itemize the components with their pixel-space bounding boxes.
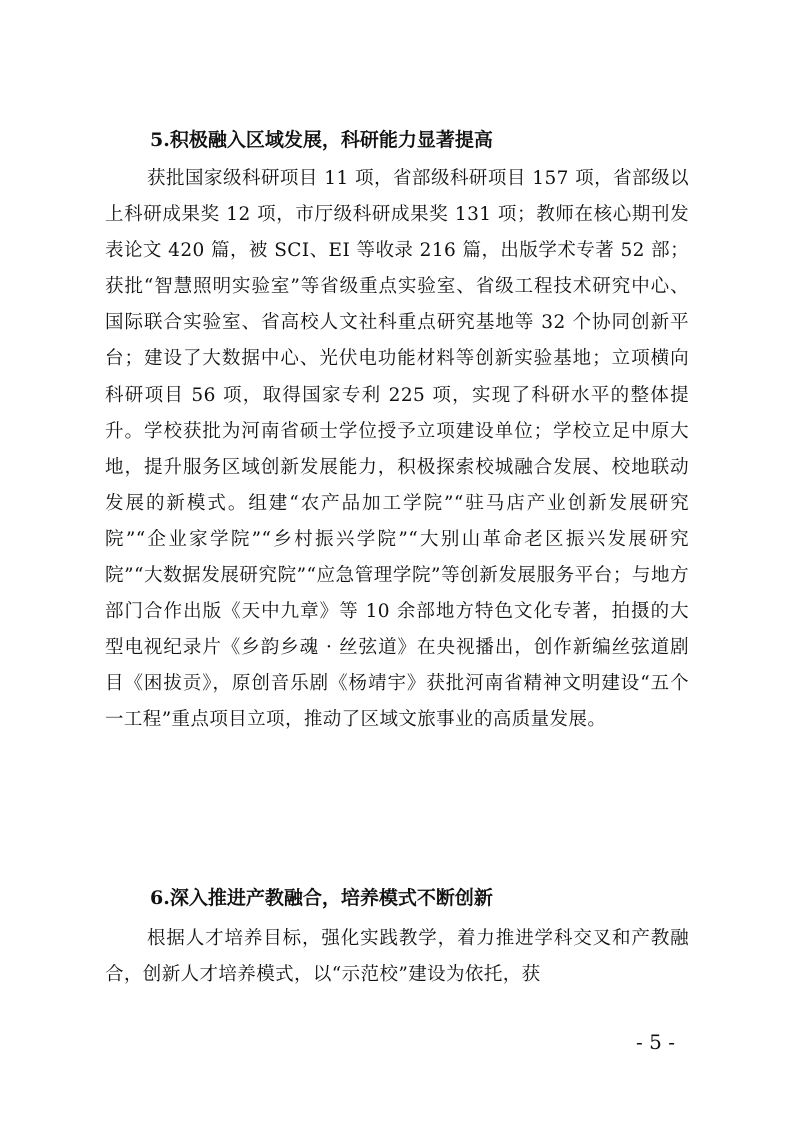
section-6-paragraph: 根据人才培养目标，强化实践教学，着力推进学科交叉和产教融合，创新人才培养模式，以“示范校”建设为依托，获	[105, 928, 689, 986]
section-5-paragraph: 获批国家级科研项目 11 项，省部级科研项目 157 项，省部级以上科研成果奖 12 项，市厅级科研成果奖 131 项；教师在核心期刊发表论文 420 篇，被 SCI、EI 等收录 216 篇，出版学术专著 52 部；获批“智慧照明实验室”等省级重点实验室、省级工程技术研究中心、国际联合实验室、省高校人文社科重点研究基地等 32 个协同创新平台；建设了大数据中心、光伏电功能材料等创新实验基地；立项横向科研项目 56 项，取得国家专利 225 项，实现了科研水平的整体提升。学校获批为河南省硕士学位授予立项建设单位；学校立足中原大地，提升服务区域创新发展能力，积极探索校城融合发展、校地联动发展的新模式。组建“农产品加工学院”“驻马店产业创新发展研究院”“企业家学院”“乡村振兴学院”“大别山革命老区振兴发展研究院”“大数据发展研究院”“应急管理学院”等创新发展服务平台；与地方部门合作出版《天中九章》等 10 余部地方特色文化专著，拍摄的大型电视纪录片《乡韵乡魂 · 丝弦道》在央视播出，创作新编丝弦道剧目《困拔贡》，原创音乐剧《杨靖宇》获批河南省精神文明建设“五个一工程”重点项目立项，推动了区域文旅事业的高质量发展。	[105, 168, 689, 731]
page-number: - 5 -	[636, 1030, 675, 1054]
section-5-heading: 5.积极融入区域发展，科研能力显著提高	[150, 129, 493, 151]
section-6-heading: 6.深入推进产教融合，培养模式不断创新	[150, 887, 493, 909]
